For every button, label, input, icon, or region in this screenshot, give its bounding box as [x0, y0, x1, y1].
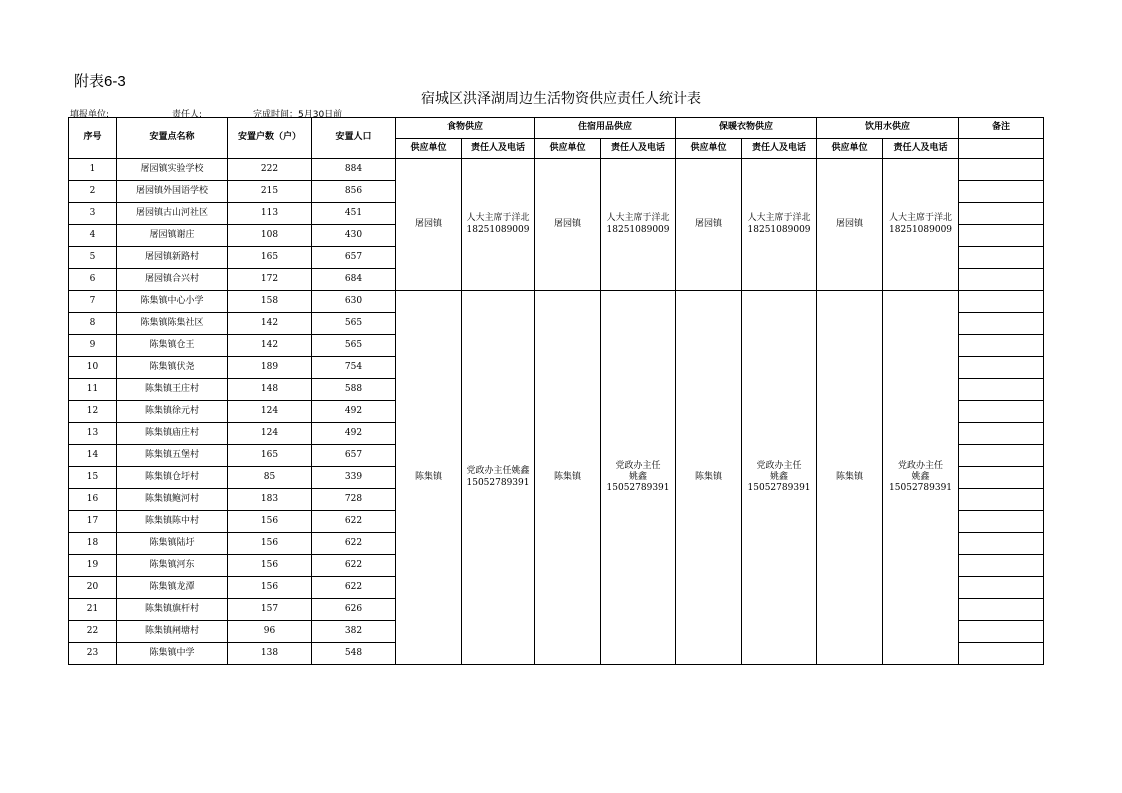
population-cell: 622 [312, 577, 396, 599]
note-cell [959, 203, 1044, 225]
households-cell: 124 [228, 401, 312, 423]
population-cell: 339 [312, 467, 396, 489]
site-cell: 陈集镇庙庄村 [117, 423, 228, 445]
population-cell: 548 [312, 643, 396, 665]
site-cell: 陈集镇龙潭 [117, 577, 228, 599]
contact-line: 党政办主任 [756, 460, 802, 471]
seq-cell: 13 [69, 423, 117, 445]
site-cell: 屠园镇合兴村 [117, 269, 228, 291]
seq-cell: 23 [69, 643, 117, 665]
site-cell: 陈集镇中心小学 [117, 291, 228, 313]
site-cell: 陈集镇陆圩 [117, 533, 228, 555]
seq-cell: 18 [69, 533, 117, 555]
table-row [69, 159, 1044, 181]
contact-line: 18251089009 [889, 224, 953, 235]
households-cell: 156 [228, 511, 312, 533]
contact-line: 姚鑫 [629, 471, 648, 482]
population-cell: 754 [312, 357, 396, 379]
households-cell: 189 [228, 357, 312, 379]
subheader-contact: 责任人及电话 [883, 139, 959, 159]
seq-cell: 7 [69, 291, 117, 313]
subheader-contact: 责任人及电话 [462, 139, 535, 159]
tuyuan-clothing-unit: 屠园镇 [676, 159, 742, 291]
appendix-label: 附表6-3 [74, 73, 126, 90]
households-cell: 172 [228, 269, 312, 291]
subheader-contact: 责任人及电话 [601, 139, 676, 159]
population-cell: 657 [312, 445, 396, 467]
note-cell [959, 247, 1044, 269]
header-households: 安置户数（户） [228, 118, 312, 159]
note-cell [959, 335, 1044, 357]
subheader-contact: 责任人及电话 [742, 139, 817, 159]
seq-cell: 11 [69, 379, 117, 401]
population-cell: 588 [312, 379, 396, 401]
population-cell: 430 [312, 225, 396, 247]
chenji-water-unit: 陈集镇 [817, 291, 883, 665]
contact-line: 党政办主任 [615, 460, 661, 471]
site-cell: 陈集镇闸塘村 [117, 621, 228, 643]
households-cell: 215 [228, 181, 312, 203]
supply-table [68, 117, 1044, 665]
seq-cell: 8 [69, 313, 117, 335]
note-cell [959, 379, 1044, 401]
population-cell: 657 [312, 247, 396, 269]
chenji-lodging-unit: 陈集镇 [535, 291, 601, 665]
site-cell: 陈集镇仓王 [117, 335, 228, 357]
chenji-lodging-contact [601, 291, 676, 665]
households-cell: 165 [228, 445, 312, 467]
seq-cell: 14 [69, 445, 117, 467]
seq-cell: 22 [69, 621, 117, 643]
page-title: 宿城区洪泽湖周边生活物资供应责任人统计表 [421, 91, 701, 107]
header-seq: 序号 [69, 118, 117, 159]
site-cell: 屠园镇外国语学校 [117, 181, 228, 203]
contact-line: 18251089009 [747, 224, 811, 235]
note-cell [959, 159, 1044, 181]
seq-cell: 16 [69, 489, 117, 511]
tuyuan-food-unit: 屠园镇 [396, 159, 462, 291]
note-cell [959, 467, 1044, 489]
subheader-supply-unit: 供应单位 [676, 139, 742, 159]
households-cell: 148 [228, 379, 312, 401]
seq-cell: 10 [69, 357, 117, 379]
tuyuan-water-contact [883, 159, 959, 291]
site-cell: 陈集镇鲍河村 [117, 489, 228, 511]
seq-cell: 15 [69, 467, 117, 489]
site-cell: 陈集镇旗杆村 [117, 599, 228, 621]
tuyuan-lodging-contact [601, 159, 676, 291]
chenji-food-contact: 党政办主任姚鑫15052789391 [462, 291, 535, 665]
site-cell: 屠园镇实验学校 [117, 159, 228, 181]
seq-cell: 3 [69, 203, 117, 225]
population-cell: 630 [312, 291, 396, 313]
households-cell: 222 [228, 159, 312, 181]
note-cell [959, 533, 1044, 555]
population-cell: 382 [312, 621, 396, 643]
subheader-supply-unit: 供应单位 [396, 139, 462, 159]
households-cell: 85 [228, 467, 312, 489]
seq-cell: 9 [69, 335, 117, 357]
chenji-water-contact [883, 291, 959, 665]
population-cell: 492 [312, 423, 396, 445]
contact-line: 姚鑫 [770, 471, 789, 482]
site-cell: 陈集镇陈集社区 [117, 313, 228, 335]
seq-cell: 17 [69, 511, 117, 533]
header-food: 食物供应 [396, 118, 535, 139]
chenji-clothing-contact [742, 291, 817, 665]
seq-cell: 6 [69, 269, 117, 291]
population-cell: 622 [312, 555, 396, 577]
note-cell [959, 511, 1044, 533]
population-cell: 856 [312, 181, 396, 203]
site-cell: 屠园镇新路村 [117, 247, 228, 269]
note-cell [959, 313, 1044, 335]
note-cell [959, 423, 1044, 445]
note-cell [959, 555, 1044, 577]
person-label: 责任人: [172, 110, 203, 120]
note-cell [959, 621, 1044, 643]
site-cell: 陈集镇伏尧 [117, 357, 228, 379]
unit-label: 填报单位: [70, 110, 110, 120]
site-cell: 陈集镇五堡村 [117, 445, 228, 467]
note-cell [959, 181, 1044, 203]
note-cell [959, 291, 1044, 313]
note-cell [959, 577, 1044, 599]
note-cell [959, 357, 1044, 379]
households-cell: 113 [228, 203, 312, 225]
population-cell: 565 [312, 313, 396, 335]
population-cell: 622 [312, 511, 396, 533]
population-cell: 451 [312, 203, 396, 225]
population-cell: 492 [312, 401, 396, 423]
site-cell: 陈集镇徐元村 [117, 401, 228, 423]
header-row [69, 118, 1044, 139]
seq-cell: 4 [69, 225, 117, 247]
note-cell [959, 139, 1044, 159]
site-cell: 陈集镇河东 [117, 555, 228, 577]
site-cell: 屠园镇古山河社区 [117, 203, 228, 225]
note-cell [959, 269, 1044, 291]
seq-cell: 2 [69, 181, 117, 203]
population-cell: 626 [312, 599, 396, 621]
households-cell: 156 [228, 577, 312, 599]
note-cell [959, 225, 1044, 247]
contact-line: 人大主席于洋北 [747, 213, 811, 224]
header-lodging: 住宿用品供应 [535, 118, 676, 139]
tuyuan-lodging-unit: 屠园镇 [535, 159, 601, 291]
note-cell [959, 489, 1044, 511]
households-cell: 165 [228, 247, 312, 269]
seq-cell: 21 [69, 599, 117, 621]
households-cell: 156 [228, 555, 312, 577]
subheader-supply-unit: 供应单位 [535, 139, 601, 159]
households-cell: 157 [228, 599, 312, 621]
households-cell: 142 [228, 335, 312, 357]
subheader-supply-unit: 供应单位 [817, 139, 883, 159]
population-cell: 684 [312, 269, 396, 291]
contact-line: 姚鑫15052789391 [889, 471, 953, 494]
header-site: 安置点名称 [117, 118, 228, 159]
note-cell [959, 599, 1044, 621]
site-cell: 陈集镇中学 [117, 643, 228, 665]
note-cell [959, 445, 1044, 467]
population-cell: 565 [312, 335, 396, 357]
chenji-clothing-unit: 陈集镇 [676, 291, 742, 665]
contact-line: 18251089009 [606, 224, 670, 235]
households-cell: 124 [228, 423, 312, 445]
contact-line: 党政办主任 [898, 460, 944, 471]
households-cell: 183 [228, 489, 312, 511]
contact-line: 15052789391 [606, 483, 670, 494]
population-cell: 728 [312, 489, 396, 511]
header-water: 饮用水供应 [817, 118, 959, 139]
tuyuan-food-contact: 人大主席于洋北18251089009 [462, 159, 535, 291]
site-cell: 屠园镇谢庄 [117, 225, 228, 247]
households-cell: 156 [228, 533, 312, 555]
households-cell: 96 [228, 621, 312, 643]
time-label: 完成时间：5月30日前 [253, 110, 343, 120]
population-cell: 884 [312, 159, 396, 181]
tuyuan-water-unit: 屠园镇 [817, 159, 883, 291]
note-cell [959, 643, 1044, 665]
households-cell: 108 [228, 225, 312, 247]
contact-line: 15052789391 [747, 483, 811, 494]
table-row [69, 291, 1044, 313]
households-cell: 142 [228, 313, 312, 335]
population-cell: 622 [312, 533, 396, 555]
site-cell: 陈集镇陈中村 [117, 511, 228, 533]
seq-cell: 1 [69, 159, 117, 181]
seq-cell: 19 [69, 555, 117, 577]
chenji-food-unit: 陈集镇 [396, 291, 462, 665]
header-population: 安置人口 [312, 118, 396, 159]
contact-line: 人大主席于洋北 [889, 213, 953, 224]
households-cell: 158 [228, 291, 312, 313]
contact-line: 人大主席于洋北 [606, 213, 670, 224]
header-note: 备注 [959, 118, 1044, 139]
site-cell: 陈集镇仓圩村 [117, 467, 228, 489]
tuyuan-clothing-contact [742, 159, 817, 291]
site-cell: 陈集镇王庄村 [117, 379, 228, 401]
seq-cell: 12 [69, 401, 117, 423]
note-cell [959, 401, 1044, 423]
seq-cell: 5 [69, 247, 117, 269]
header-clothing: 保暖衣物供应 [676, 118, 817, 139]
households-cell: 138 [228, 643, 312, 665]
seq-cell: 20 [69, 577, 117, 599]
